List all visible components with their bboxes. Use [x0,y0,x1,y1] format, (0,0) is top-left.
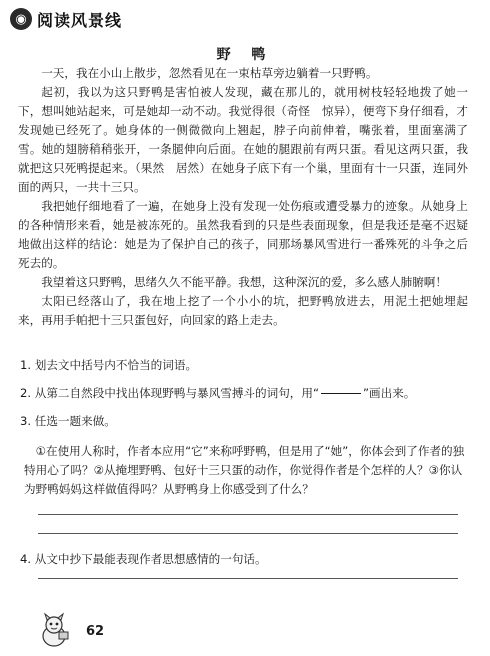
paragraph-3: 我把她仔细地看了一遍，在她身上没有发现一处伤痕或遭受暴力的迹象。从她身上的各种情形来看，她是被冻死的。虽然我看到的只是些表面现象，但是我还是毫不迟疑地做出这样的结论：她是为了保护自己的孩子，同那场暴风雪进行一番殊死的斗争之后死去的。 [18,199,468,270]
answer-line-3[interactable] [38,578,458,579]
question-2-text-a: 2. 从第二自然段中找出体现野鸭与暴风雪搏斗的词句，用“ [20,386,320,400]
paragraph-5: 太阳已经落山了，我在地上挖了一个小小的坑，把野鸭放进去，用泥土把她埋起来，再用手帕把十三只蛋包好，向回家的路上走去。 [18,294,468,327]
section-header [10,6,122,32]
question-2 [20,384,468,403]
article-body [18,64,468,330]
cartoon-mascot-icon [36,612,72,648]
article-title: 野 鸭 [216,47,274,63]
question-3-options: ①在使用人称时，作者本应用“它”来称呼野鸭，但是用了“她”，你体会到了作者的独特用心了吗？②从掩埋野鸭、包好十三只蛋的动作，你觉得作者是个怎样的人？③你认为野鸭妈妈这样做值得吗？从野鸭身上你感受到了什么？ [24,444,465,496]
paragraph-4: 我望着这只野鸭，思绪久久不能平静。我想，这种深沉的爱，多么感人肺腑啊！ [41,275,447,289]
question-1: 1. 划去文中括号内不恰当的词语。 [20,358,198,372]
question-2-text-b: ”画出来。 [363,386,416,400]
answer-line-1[interactable] [38,514,458,515]
answer-line-2[interactable] [38,533,458,534]
question-3: 3. 任选一题来做。 [20,414,116,428]
page-number: 62 [86,624,105,639]
underline-sample [321,393,361,394]
paragraph-1: 一天，我在小山上散步，忽然看见在一束枯草旁边躺着一只野鸭。 [41,66,378,80]
section-title: 阅读风景线 [37,10,123,30]
eye-icon: ◉ [10,8,32,30]
question-4: 4. 从文中抄下最能表现作者思想感情的一句话。 [20,552,267,566]
paragraph-2: 起初，我以为这只野鸭是害怕被人发现，藏在那儿的，就用树枝轻轻地拨了她一下，想叫她站起来，可是她却一动不动。我觉得很（奇怪 惊异），便弯下身仔细看，才发现她已经死了。她身体的一侧微微向上翘起，脖子向前伸着，嘴张着，里面塞满了雪。她的翅膀稍稍张开，一条腿伸向后面。在她的腿跟前有两只蛋。看见这两只蛋，我就把这只死鸭提起来。（果然 居然）在她身子底下有一个巢，里面有十一只蛋，连同外面的两只，一共十三只。 [18,85,468,194]
